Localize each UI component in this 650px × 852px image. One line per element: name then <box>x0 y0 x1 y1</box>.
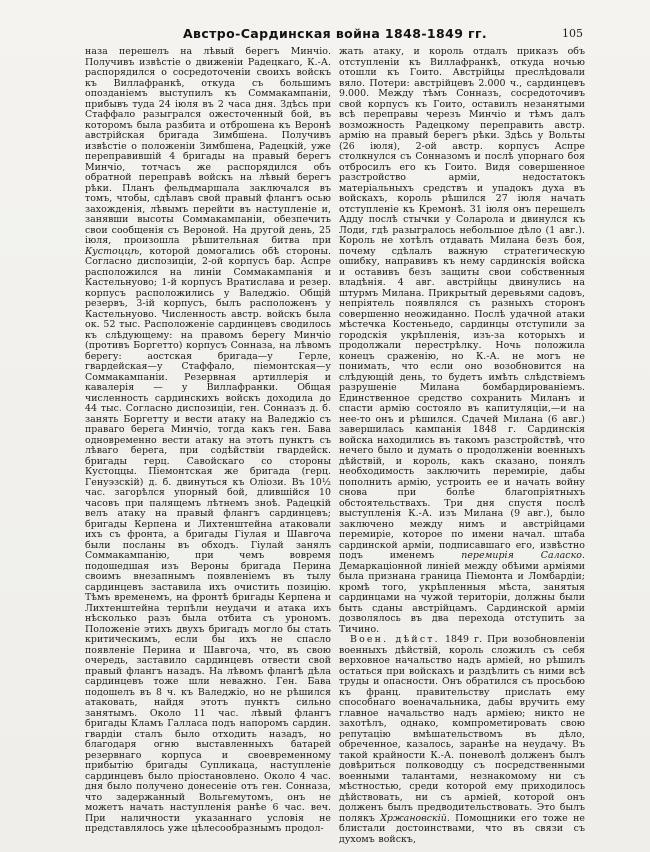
text-run-italic: Кустоццѣ <box>85 245 140 257</box>
text-run-italic: перемирія Саласко <box>461 550 582 561</box>
text-run: . Демаркаціонной линіей между обѣими арміями была признана граница Піемонта и Ломбардіи; кромѣ того, укрѣпленныя мѣста, занятыя сардинцами на чужой територіи, должны были быть сданы австрійцамъ. Сардинской арміи дозволялось въ два перехода отступить за Тичино. <box>339 550 585 635</box>
running-title: Австро-Сардинская война 1848-1849 гг. <box>182 26 488 41</box>
text-run: наза перешелъ на лѣвый берегъ Минчіо. Получивъ извѣстіе о движеніи Радецкаго, К.-А. распорядился о сосредоточеніи своихъ войскъ къ Виллафранкѣ, откуда съ большимъ опозданіемъ выступилъ къ Соммакампаніи, прибывъ туда 24 іюля въ 2 часа дня. Здѣсь при Стаффало разыгрался ожесточенный бой, въ которомъ была разбита и отброшена къ Веронѣ австрійская бригада Зимбшена. Получивъ извѣстіе о положеніи Зимбшена, Радецкій, уже переправившій 4 бригады на правый берегъ Минчіо, тотчасъ же распорядился объ обратной переправѣ войскъ на лѣвый берегъ рѣки. Планъ фельдмаршала заключался въ томъ, чтобы, сдѣлавъ свой правый флангъ осью захожденія, лѣвымъ перейти въ наступленіе и, занявши высоты Соммакампаніи, обезпечить свои сообщенія съ Вероной. На другой день, 25 іюля, произошла рѣшительная битва при <box>85 46 331 246</box>
paragraph <box>339 47 585 635</box>
right-column <box>339 47 585 845</box>
text-columns <box>85 47 585 845</box>
text-run: . Помощники его тоже не блистали достоинствами, что въ связи съ духомъ войскъ, <box>339 812 585 845</box>
left-column <box>85 47 331 845</box>
text-run-italic: Хржановскій <box>380 812 447 824</box>
paragraph <box>339 635 585 845</box>
page-header <box>85 26 585 44</box>
text-run-spaced: Воен. дѣйст. <box>350 634 440 645</box>
paragraph <box>85 47 331 835</box>
text-run: , которой домогались обѣ стороны. Согласно диспозиціи, 2-ой корпусъ бар. Аспре расположился на линіи Соммакампанія и Кастельнуово; 1-й корпусъ Вратислава и резер. корпусъ расположились у Валеджіо. Общій резервъ, 3-ій корпусъ, былъ расположенъ у Кастельнуово. Численность австр. войскъ была ок. 52 тыс. Расположеніе сардинцевъ сводилось къ слѣдующему: на правомъ берегу Минчіо (противъ Боргетто) корпусъ Сонназа, на лѣвомъ берегу: аостская бригада—у Герле, гвардейская—у Стаффало, піемонтская—у Соммакампаніи. Резервная артиллерія и кавалерія — у Виллафранки. Общая численность сардинскихъ войскъ доходила до 44 тыс. Согласно диспозиціи, ген. Сонназъ д. б. занять Боргетту и вести атаку на Валеджіо съ праваго берега Минчіо, тогда какъ ген. Бава одновременно вести атаку на этотъ пунктъ съ лѣваго берега, при содѣйствіи гвардейск. бригады герц. Савойскаго со стороны Кустоццы. Піемонтская же бригада (герц. Генуэзскій) д. б. двинуться къ Оліози. Въ 10½ час. загорѣлся упорный бой, длившійся 10 часовъ при палящемъ лѣтнемъ зноѣ. Радецкій велъ атаку на правый флангъ сардинцевъ; бригады Керпена и Лихтенштейна атаковали ихъ съ фронта, а бригады Гіулая и Шавгоча были посланы въ обходъ. Гіулай занялъ Соммакампанію, при чемъ вовремя подошедшая изъ Вероны бригада Перина своимъ внезапнымъ появленіемъ въ тылу сардинцевъ заставила ихъ очистить позицію. Тѣмъ временемъ, на фронтѣ бригады Керпена и Лихтенштейна терпѣли неудачи и атака ихъ нѣсколько разъ была отбита съ урономъ. Положеніе этихъ двухъ бригадъ могло бы стать критическимъ, если бы ихъ не спасло появленіе Перина и Шавгоча, что, въ свою очередь, заставило сардинцевъ отвести свой правый флангъ назадъ. На лѣвомъ флангѣ дѣла сардинцевъ тоже шли неважно. Ген. Бава подошелъ въ 8 ч. къ Валеджіо, но не рѣшился атаковать, найдя этотъ пунктъ сильно занятымъ. Около 11 час. лѣвый флангъ бригады Кламъ Галласа подъ напоромъ сардин. гвардіи сталъ было отходить назадъ, но благодаря огню выставленныхъ батарей резервнаго корпуса и своевременному прибытію бригады Супликаца, наступленіе сардинцевъ было пріостановлено. Около 4 час. дня было получено донесеніе отъ ген. Сонназа, что задержанный Вольгемутомъ, онъ не можетъ начать наступленія ранѣе 6 час. веч. При наличности указаннаго условія не представлялось уже цѣлесообразнымъ продол- <box>85 245 331 834</box>
text-run: жать атаку, и король отдалъ приказъ объ отступленіи къ Виллафранкѣ, откуда ночью отошли къ Гоито. Австрійцы преслѣдовали вяло. Потери: австрійцевъ 2.000 ч., сардинцевъ 9.000. Между тѣмъ Сонназъ, сосредоточивъ свой корпусъ къ Гоито, оставилъ незанятыми всѣ переправы черезъ Минчіо и тѣмъ далъ возможность Радецкому переправить австр. армію на правый берегъ рѣки. Здѣсь у Вольты (26 іюля), 2-ой австр. корпусъ Аспре столкнулся съ Сонназомъ и послѣ упорнаго боя отбросилъ его къ Гоито. Видя совершенное разстройство арміи, недостатокъ матеріальныхъ средствъ и упадокъ духа въ войскахъ, король рѣшился 27 іюля начать отступленіе къ Кремонѣ. 31 іюля онъ перешелъ Адду послѣ стычки у Соларола и двинулся къ Лоди, гдѣ разыгралось небольшое дѣло (1 авг.). Король не хотѣлъ отдавать Милана безъ боя, почему сдѣлалъ важную стратегическую ошибку, направивъ къ нему сардинскія войска и оставивъ безъ защиты свои собственныя владѣнія. 4 авг. австрійцы двинулись на штурмъ Милана. Прикрытый деревьями садовъ, непріятель появлялся съ разныхъ сторонъ совершенно неожиданно. Послѣ удачной атаки мѣстечка Костеньедо, сардинцы отступили за городскія укрѣпленія, изъ-за которыхъ и продолжали перестрѣлку. Ночь положила конецъ сраженію, но К.-А. не могъ не понимать, что если оно возобновится на слѣдующій день, то будетъ имѣть слѣдствіемъ разрушеніе Милана бомбардированіемъ. Единственное средство сохранить Миланъ и спасти армію состояло въ капитуляціи,—и на нее-то онъ и рѣшился. Сдачей Милана (6 авг.) завершилась кампанія 1848 г. Сардинскія войска находились въ такомъ разстройствѣ, что нечего было и думать о продолженіи военныхъ дѣйствій, и король, какъ сказано, понялъ необходимость заключить перемиріе, дабы пополнить армію, устроить ее и начать войну снова при болѣе благопріятныхъ обстоятельствахъ. Три дня спустя послѣ выступленія К.-А. изъ Милана (9 авг.), было заключено между нимъ и австрійцами перемиріе, которое по имени начал. штаба сардинской арміи, подписавшаго его, извѣстно подъ именемъ <box>339 46 585 561</box>
page-number: 105 <box>562 27 583 40</box>
text-run: 1849 г. При возобновленіи военныхъ дѣйствій, король сложилъ съ себя верховное начальство надъ арміей, но рѣшилъ остаться при войскахъ и раздѣлить съ ними всѣ труды и опасности. Онъ обратился съ просьбою къ франц. правительству прислать ему способнаго военачальника, дабы вручить ему главное начальство надъ арміею; никто не захотѣлъ, однако, компрометировать свою репутацію вмѣшательствомъ въ дѣло, обреченное, казалось, заранѣе на неудачу. Въ такой крайности К.-А. поневолѣ долженъ былъ довѣриться полководцу съ посредственными военными талантами, незнакомому ни съ мѣстностью, среди которой ему приходилось дѣйствовать, ни съ арміей, которой онъ долженъ былъ предводительствовать. Это былъ полякъ <box>339 634 585 824</box>
